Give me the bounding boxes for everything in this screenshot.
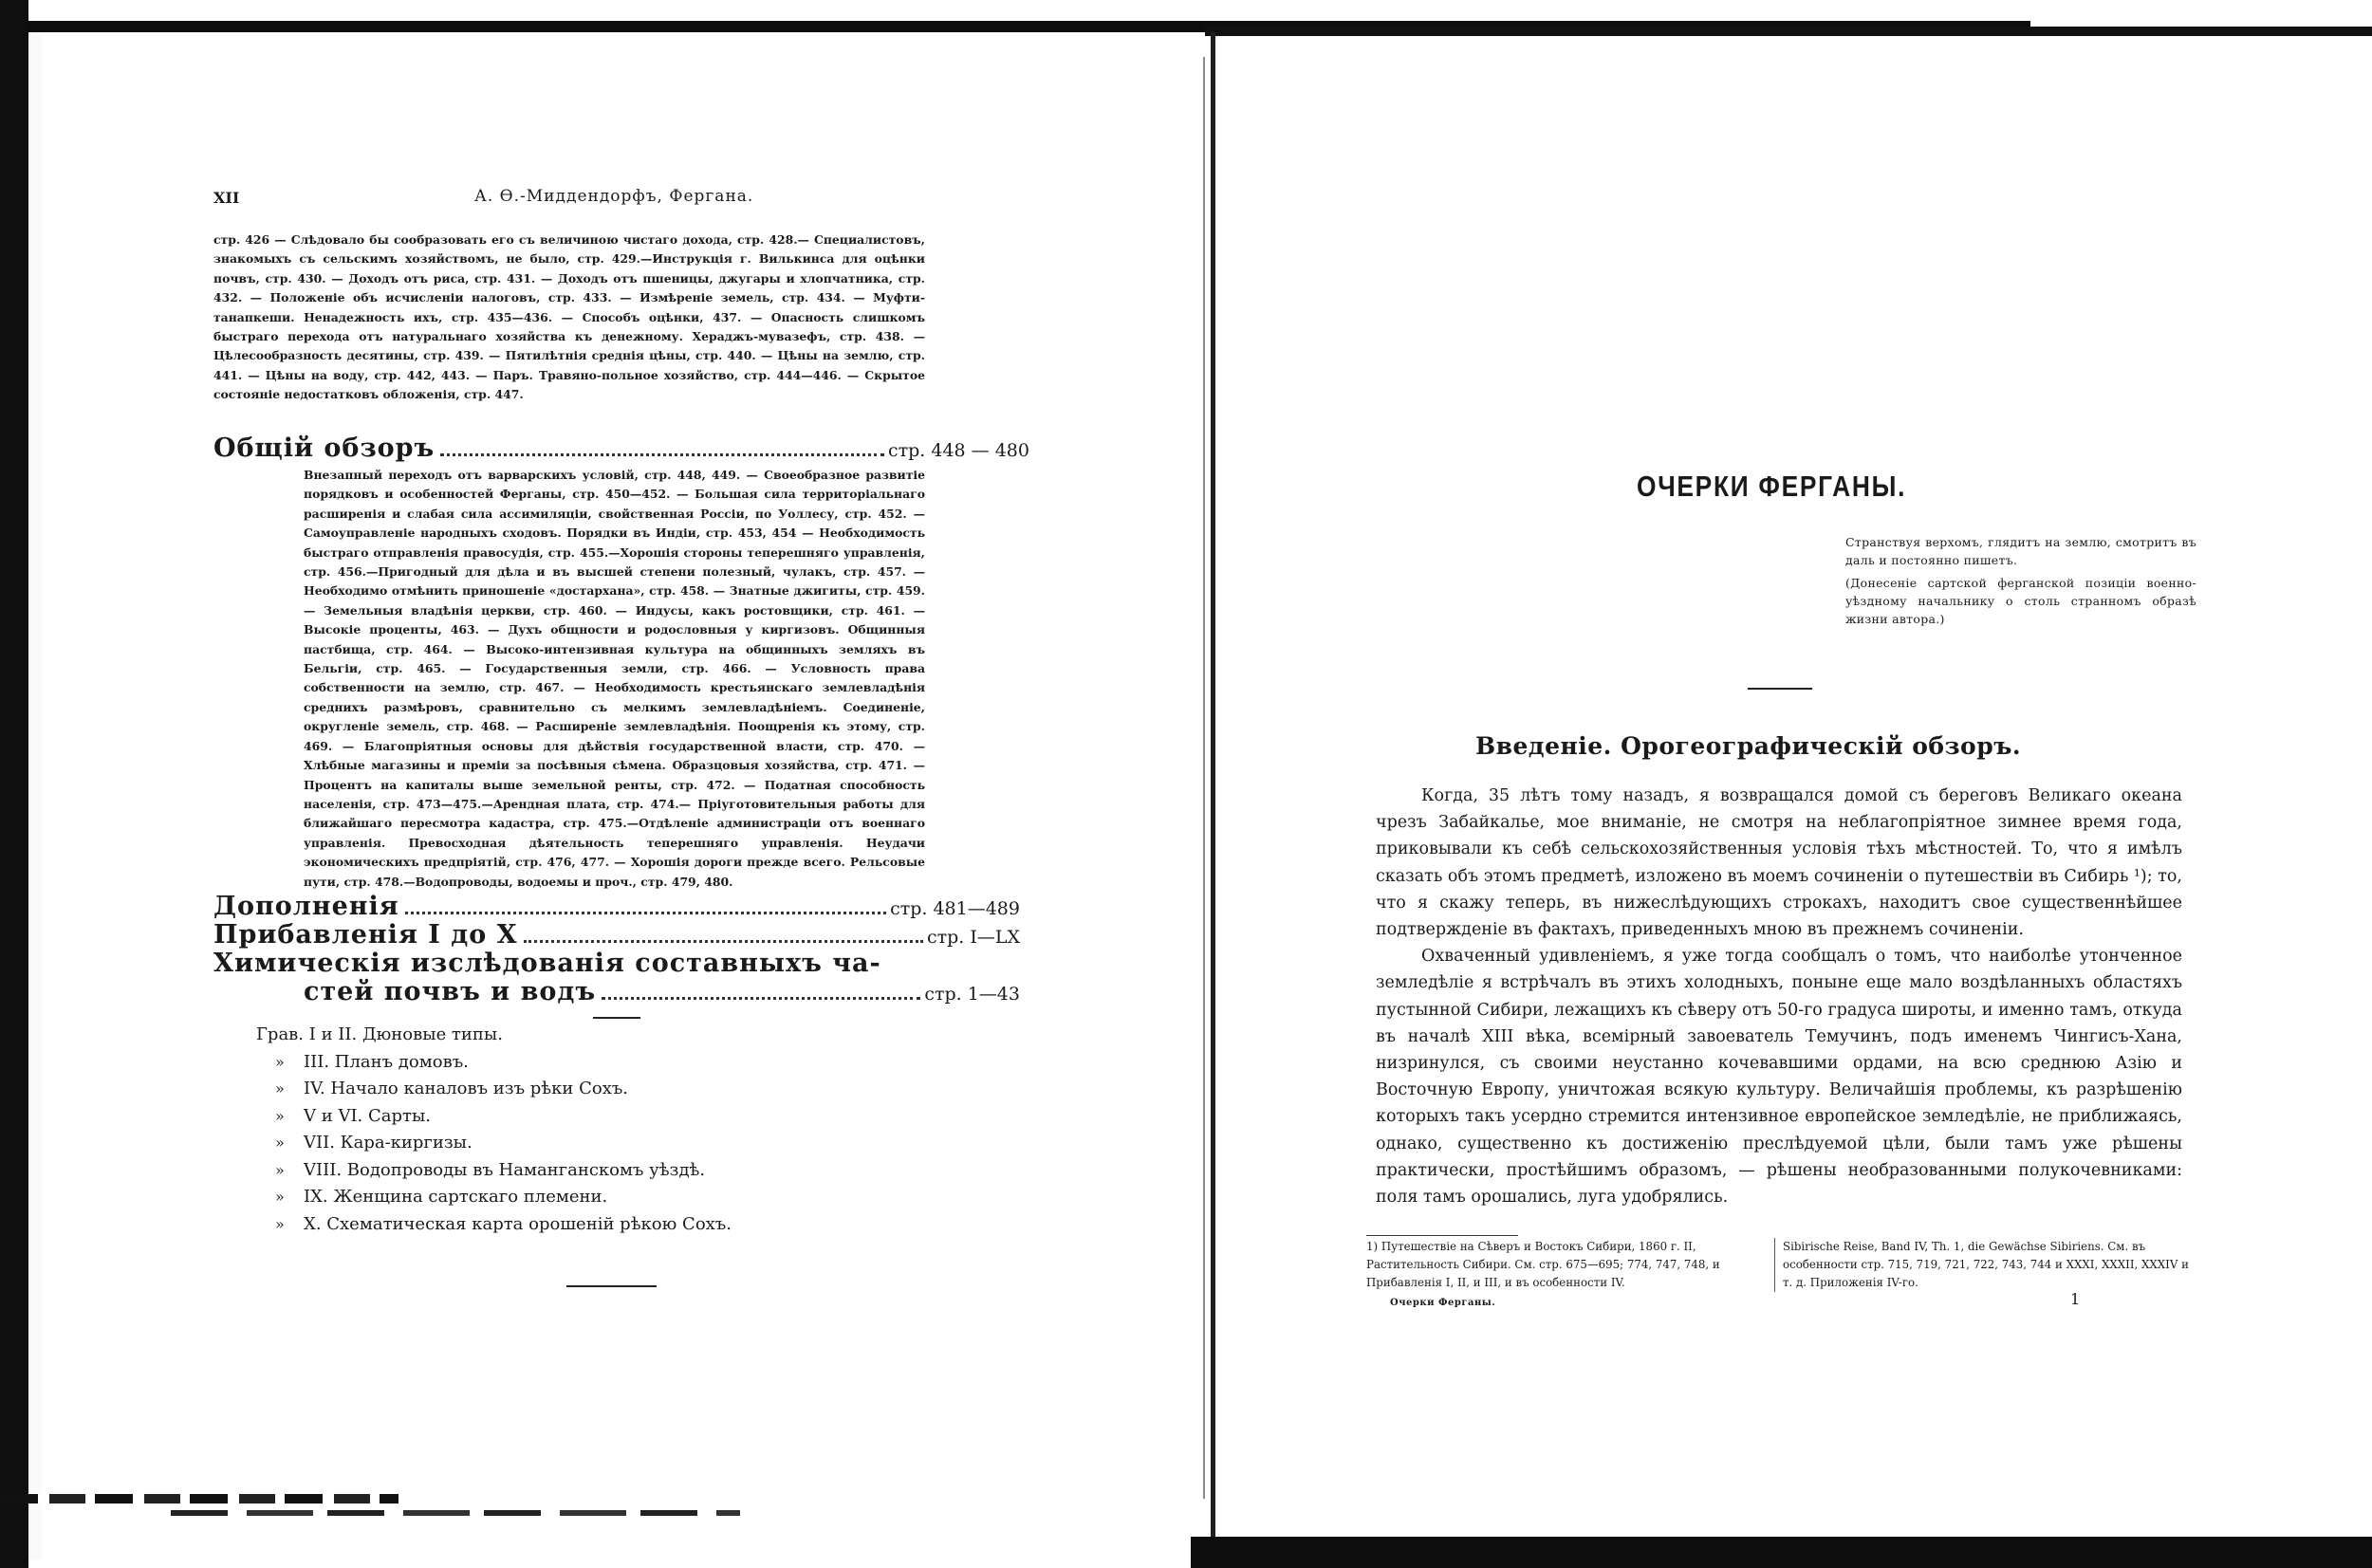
section-rule bbox=[1748, 688, 1812, 690]
toc-entry-pages: стр. 448 — 480 bbox=[887, 440, 1029, 461]
toc-entry-label: Общій обзоръ bbox=[213, 434, 435, 463]
plates-list-item bbox=[256, 1157, 863, 1185]
toc-paragraph-1: стр. 426 — Слѣдовало бы сообразовать его съ величиною чистаго дохода, стр. 428.— Специалистовъ, знакомыхъ съ сельскимъ хозяйствомъ, не было, стр. 429.—Инструкція г. Вилькинса для оцѣнки почвъ, стр. 430. — Доходъ отъ риса, стр. 431. — Доходъ отъ пшеницы, джугары и хлопчатника, стр. 432. — Положеніе объ исчисленіи налоговъ, стр. 433. — Измѣреніе земель, стр. 434. — Муфти-танапкеши. Ненадежность ихъ, стр. 435—436. — Способъ оцѣнки, 437. — Опасность слишкомъ быстраго перехода отъ натуральнаго хозяйства къ денежному. Хераджъ-мувазефъ, стр. 438. — Цѣлесообразность десятины, стр. 439. — Пятилѣтнія среднія цѣны, стр. 440. — Цѣны на землю, стр. 441. — Цѣны на воду, стр. 442, 443. — Паръ. Травяно-польное хозяйство, стр. 444—446. — Скрытое состояніе недостатковъ обложенія, стр. 447. bbox=[213, 232, 925, 402]
signature-line: Очерки Ферганы. bbox=[1390, 1298, 1496, 1308]
scan-border-top-right bbox=[1205, 27, 2372, 36]
toc-leader-dots bbox=[440, 453, 884, 456]
toc-entry-pages: стр. 1—43 bbox=[924, 984, 1020, 1005]
plates-list-item-text: VIII. Водопроводы въ Наманганскомъ уѣздѣ. bbox=[304, 1159, 706, 1180]
epigraph-attribution: (Донесеніе сартской ферганской позиціи военно-уѣздному начальнику о столь странномъ образѣ жизни автора.) bbox=[1845, 576, 2196, 626]
paragraph: Охваченный удивленіемъ, я уже тогда сообщалъ о томъ, что наиболѣе утонченное земледѣліе я встрѣчалъ въ этихъ холодныхъ, поныне еще мало воздѣланныхъ областяхъ пустынной Сибири, лежащихъ къ сѣверу отъ 50-го градуса широты, и именно тамъ, откуда въ началѣ XIII вѣка, всемірный завоеватель Темучинъ, подъ именемъ Чингисъ-Хана, низринулся, съ своими неустанно кочевавшими ордами, на всю среднюю Азію и Восточную Европу, уничтожая всякую культуру. Величайшія проблемы, къ разрѣшенію которыхъ такъ усердно стремится интензивное европейское земледѣліе, не приближаясь, однако, существенно къ достиженію преслѣдуемой цѣли, были тамъ уже рѣшены практически, простѣйшимъ образомъ, — рѣшены необразованными полукочевниками: поля тамъ орошались, луга удобрялись. bbox=[1376, 947, 2182, 1208]
section-rule bbox=[593, 1017, 640, 1019]
plates-list-item-text: IX. Женщина сартскаго племени. bbox=[304, 1187, 608, 1207]
plates-list-item bbox=[256, 1022, 863, 1049]
toc-entry-general-review bbox=[213, 434, 1029, 466]
plates-list-item bbox=[256, 1184, 863, 1211]
book-gutter-shadow bbox=[1203, 57, 1205, 1499]
scan-border-bottom bbox=[1191, 1537, 2372, 1568]
toc-entry-label: стей почвъ и водъ bbox=[304, 977, 597, 1006]
plates-list-item-text: VII. Кара-киргизы. bbox=[304, 1133, 473, 1153]
plates-list-item bbox=[256, 1076, 863, 1103]
toc-entry-additions bbox=[213, 892, 1020, 924]
scan-margin bbox=[28, 32, 42, 1559]
toc-entry-label: Дополненія bbox=[213, 892, 399, 921]
epigraph-quote: Странствуя верхомъ, глядитъ на землю, смотритъ въ даль и постоянно пишетъ. bbox=[1845, 535, 2196, 567]
plates-list-item-text: IV. Начало каналовъ изъ рѣки Сохъ. bbox=[304, 1079, 629, 1098]
plates-list bbox=[256, 1022, 863, 1238]
ditto-mark: » bbox=[275, 1052, 285, 1071]
ditto-mark: » bbox=[275, 1079, 285, 1098]
page-number: 1 bbox=[2070, 1290, 2081, 1308]
plates-list-item-text: X. Схематическая карта орошеній рѣкою Сохъ. bbox=[304, 1213, 732, 1234]
page-number: XII bbox=[213, 189, 240, 207]
paragraph: Когда, 35 лѣтъ тому назадъ, я возвращался домой съ береговъ Великаго океана чрезъ Забайкалье, мое вниманіе, не смотря на неблагопріятное зимнее время года, приковывали къ себѣ сельскохозяйственныя условія тѣхъ мѣстностей. То, что я имѣлъ сказать объ этомъ предметѣ, изложено въ моемъ сочиненіи о путешествіи въ Сибирь ¹); то, что я скажу теперь, въ нижеслѣдующихъ строкахъ, находитъ свое существеннѣйшее подтвержденіе въ фактахъ, приведенныхъ мною въ прежнемъ сочиненіи. bbox=[1376, 786, 2182, 940]
footnote-column-russian: 1) Путешествіе на Сѣверъ и Востокъ Сибири, 1860 г. II, Растительность Сибири. См. стр. 675—695; 774, 747, 748, и Прибавленія I, II, и III, и въ особенности IV. bbox=[1366, 1240, 1720, 1289]
scan-bottom-noise-2 bbox=[171, 1510, 740, 1516]
plates-list-item bbox=[256, 1211, 863, 1239]
plates-list-item bbox=[256, 1049, 863, 1077]
toc-entry-pages: стр. I—LX bbox=[926, 927, 1020, 948]
ditto-mark: » bbox=[275, 1188, 285, 1206]
body-text bbox=[1376, 783, 2182, 1210]
toc-entry-label: Химическія изслѣдованія составныхъ ча- bbox=[213, 949, 881, 978]
toc-paragraph-2: Внезапный переходъ отъ варварскихъ условій, стр. 448, 449. — Своеобразное развитіе порядковъ и особенностей Ферганы, стр. 450—452. — Большая сила территоріальнаго расширенія и слабая сила ассимиляціи, свойственная Россіи, по Уоллесу, стр. 452. — Самоуправленіе народныхъ сходовъ. Порядки въ Индіи, стр. 453, 454 — Необходимость быстраго отправленія правосудія, стр. 455.—Хорошія стороны теперешняго управленія, стр. 456.—Пригодный для дѣла и въ высшей степени полезный, чулакъ, стр. 457. — Необходимо отмѣнить приношеніе «достархана», стр. 458. — Знатные джигиты, стр. 459. — Земельныя владѣнія церкви, стр. 460. — Индусы, какъ ростовщики, стр. 461. — Высокіе проценты, 463. — Духъ общности и родословныя у киргизовъ. Общинныя пастбища, стр. 464. — Высоко-интензивная культура на общинныхъ земляхъ въ Бельгіи, стр. 465. — Государственныя земли, стр. 466. — Условность права собственности на землю, стр. 467. — Необходимость крестьянскаго землевладѣнія среднихъ размѣровъ, сравнительно съ мелкимъ землевладѣніемъ. Соединеніе, округленіе земель, стр. 468. — Расширеніе землевладѣнія. Поощренія къ этому, стр. 469. — Благопріятныя основы для дѣйствія государственной власти, стр. 470. — Хлѣбные магазины и преміи за посѣвныя сѣмена. Образцовыя хозяйства, стр. 471. — Процентъ на капиталы выше земельной ренты, стр. 472. — Податная способность населенія, стр. 473—475.—Арендная плата, стр. 474.— Пріуготовительныя работы для ближайшаго пересмотра кадастра, стр. 475.—Отдѣленіе администраціи отъ военнаго управленія. Превосходная дѣятельность теперешняго управленія. Неудачи экономическихъ предпріятій, стр. 476, 477. — Хорошія дороги прежде всего. Рельсовые пути, стр. 478.—Водопроводы, водоемы и проч., стр. 479, 480. bbox=[304, 468, 925, 889]
ditto-mark: » bbox=[275, 1214, 285, 1233]
toc-leader-dots bbox=[524, 940, 923, 943]
plates-list-item-text: Грав. I и II. Дюновые типы. bbox=[256, 1024, 503, 1044]
plates-list-item-text: III. Планъ домовъ. bbox=[304, 1051, 469, 1072]
toc-entry-label: Прибавленія I до X bbox=[213, 920, 518, 950]
book-title: ОЧЕРКИ ФЕРГАНЫ. bbox=[1637, 470, 1907, 503]
scan-bottom-noise bbox=[0, 1494, 398, 1503]
footnote-rule bbox=[1366, 1235, 1518, 1236]
plates-list-item bbox=[256, 1103, 863, 1131]
running-head bbox=[213, 185, 1029, 213]
scan-border-left bbox=[0, 0, 28, 1568]
footnote-column-german: Sibirische Reise, Band IV, Th. 1, die Gewächse Sibiriens. См. въ особенности стр. 715, 719, 721, 722, 743, 744 и XXXI, XXXII, XXXIV и т. д. Приложенія IV-го. bbox=[1774, 1238, 2191, 1292]
ditto-mark: » bbox=[275, 1106, 285, 1125]
toc-entry-chemical-line-1 bbox=[213, 949, 1020, 981]
plates-list-item bbox=[256, 1130, 863, 1157]
ditto-mark: » bbox=[275, 1160, 285, 1179]
toc-entry-pages: стр. 481—489 bbox=[890, 898, 1020, 919]
toc-leader-dots bbox=[602, 997, 920, 1000]
chapter-title: Введеніе. Орогеографическій обзоръ. bbox=[1475, 732, 2022, 760]
toc-entry-chemical-line-2 bbox=[304, 977, 1020, 1009]
closing-rule bbox=[566, 1285, 657, 1287]
running-head-title: А. Ѳ.-Миддендорфъ, Фергана. bbox=[474, 187, 754, 206]
ditto-mark: » bbox=[275, 1134, 285, 1152]
toc-entry-appendices bbox=[213, 920, 1020, 952]
plates-list-item-text: V и VI. Сарты. bbox=[304, 1105, 432, 1126]
book-gutter bbox=[1211, 32, 1215, 1540]
toc-leader-dots bbox=[405, 912, 886, 914]
